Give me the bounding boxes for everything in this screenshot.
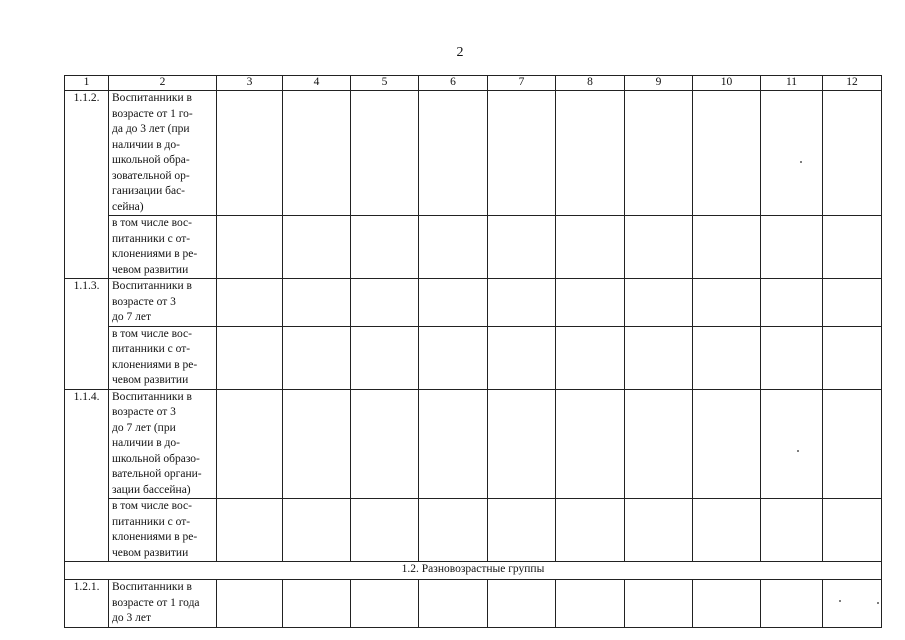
row-description: Воспитанники в возрасте от 3 до 7 лет (при наличии в до- школьной образо- вательной органи- зации бассейна) bbox=[109, 389, 217, 499]
column-header: 7 bbox=[488, 76, 556, 91]
scan-speck bbox=[800, 161, 802, 163]
section-title: 1.2. Разновозрастные группы bbox=[65, 562, 882, 580]
column-header: 8 bbox=[556, 76, 625, 91]
scan-speck bbox=[877, 602, 879, 604]
scan-speck bbox=[797, 450, 799, 452]
row-code: 1.1.2. bbox=[65, 91, 109, 279]
row-subdescription: в том числе вос- питанники с от- клонениями в ре- чевом развитии bbox=[109, 326, 217, 389]
column-header: 4 bbox=[283, 76, 351, 91]
table-row bbox=[65, 279, 882, 327]
column-header: 11 bbox=[761, 76, 823, 91]
table-row bbox=[65, 580, 882, 628]
table-row bbox=[65, 389, 882, 499]
column-header: 2 bbox=[109, 76, 217, 91]
table-row bbox=[65, 326, 882, 389]
row-subdescription: в том числе вос- питанники с от- клонениями в ре- чевом развитии bbox=[109, 216, 217, 279]
scan-speck bbox=[839, 600, 841, 602]
column-header: 5 bbox=[351, 76, 419, 91]
row-description: Воспитанники в возрасте от 3 до 7 лет bbox=[109, 279, 217, 327]
section-row bbox=[65, 562, 882, 580]
row-code: 1.1.3. bbox=[65, 279, 109, 390]
column-header: 3 bbox=[217, 76, 283, 91]
table-row bbox=[65, 499, 882, 562]
page-number: 2 bbox=[456, 45, 464, 60]
row-description: Воспитанники в возрасте от 1 го- да до 3 лет (при наличии в до- школьной обра- зовательной ор- ганизации бас- сейна) bbox=[109, 91, 217, 216]
row-description: Воспитанники в возрасте от 1 года до 3 лет bbox=[109, 580, 217, 628]
column-header: 12 bbox=[823, 76, 882, 91]
table-row bbox=[65, 91, 882, 216]
table-header-row bbox=[65, 76, 882, 91]
row-code: 1.1.4. bbox=[65, 389, 109, 562]
column-header: 6 bbox=[419, 76, 488, 91]
column-header: 1 bbox=[65, 76, 109, 91]
row-code: 1.2.1. bbox=[65, 580, 109, 628]
data-table bbox=[64, 75, 882, 628]
row-subdescription: в том числе вос- питанники с от- клонениями в ре- чевом развитии bbox=[109, 499, 217, 562]
table-row bbox=[65, 216, 882, 279]
column-header: 9 bbox=[625, 76, 693, 91]
column-header: 10 bbox=[693, 76, 761, 91]
